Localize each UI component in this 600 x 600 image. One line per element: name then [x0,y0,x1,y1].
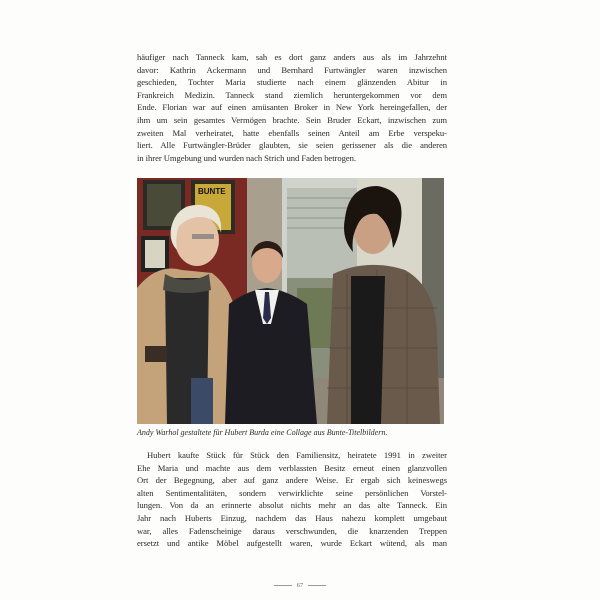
photo-caption: Andy Warhol gestaltete für Hubert Burda eine Collage aus Bunte-Titelbildern. [137,428,388,437]
text-line: liert. Alle Furtwängler-Brüder glaubten, sie seien gerissener als die anderen [137,140,447,151]
text-line: Jahr nach Huberts Einzug, nachdem das Haus nahezu komplett umgebaut [137,512,447,523]
folio-rule [308,585,326,586]
text-line: Ehe Maria und machte aus dem verblassten Besitz erneut einen glanzvollen [137,462,447,473]
text-line: Ende. Florian war auf einen amüsanten Broker in New York hereingefallen, der [137,102,447,113]
text-line: war, alles Fadenscheinige daraus verschwunden, die knarzenden Treppen [137,525,447,536]
text-line: häufiger nach Tanneck kam, sah es dort ganz anders aus als im Jahrzehnt [137,52,447,62]
text-line: Hubert kaufte Stück für Stück den Familiensitz, heiratete 1991 in zweiter [147,450,447,460]
text-line: alten Sentimentalitäten, sondern verwirklichte seine persönlichen Vorstel- [137,487,447,498]
bottom-paragraph [137,449,447,550]
folio-rule [274,585,292,586]
photo-illustration [137,178,444,424]
text-line: Ort der Begegnung, aber auf ganz andere Weise. Er ergab sich keineswegs [137,475,447,486]
top-paragraph [137,51,447,164]
page-number-footer [0,582,600,589]
photo [137,178,444,424]
text-line: Frankreich Medizin. Tanneck stand ziemlich heruntergekommen vor dem [137,89,447,100]
text-line: zweiten Mal verheiratet, hatte ebenfalls seinen Anteil am Erbe verspeku- [137,127,447,138]
text-line: geschieden, Tochter Maria studierte nach einem glänzenden Abitur in [137,77,447,88]
text-line: in ihrer Umgebung und wurden nach Strich und Faden betrogen. [137,152,356,163]
text-line: ersetzt und antike Möbel aufgestellt waren, wurde Eckart wütend, als man [137,538,447,549]
text-line: davor: Kathrin Ackermann und Bernhard Furtwängler waren inzwischen [137,64,447,75]
poster-label: BUNTE [198,187,226,196]
text-line: ihm um sein gesamtes Vermögen brachte. Sein Bruder Eckart, inzwischen zum [137,114,447,125]
text-line: lungen. Von da an erinnerte absolut nichts mehr an das alte Tanneck. Ein [137,500,447,511]
page-number: 67 [296,582,304,589]
